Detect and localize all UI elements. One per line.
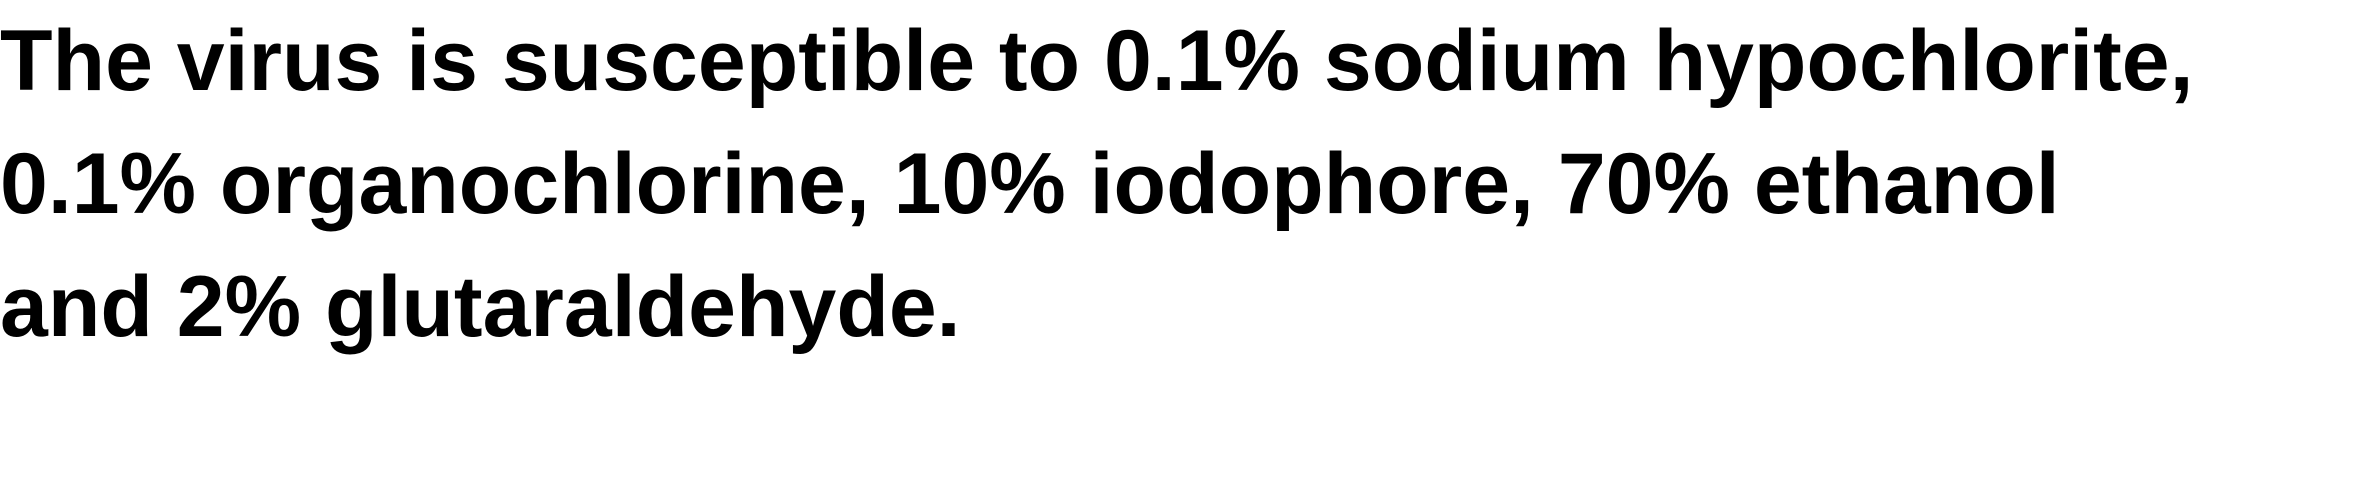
paragraph-line-1: The virus is susceptible to 0.1% sodium hypochlorite,: [0, 13, 2194, 109]
paragraph-line-2: 0.1% organochlorine, 10% iodophore, 70% ethanol: [0, 136, 2060, 232]
paragraph-line-3: and 2% glutaraldehyde.: [0, 259, 961, 355]
